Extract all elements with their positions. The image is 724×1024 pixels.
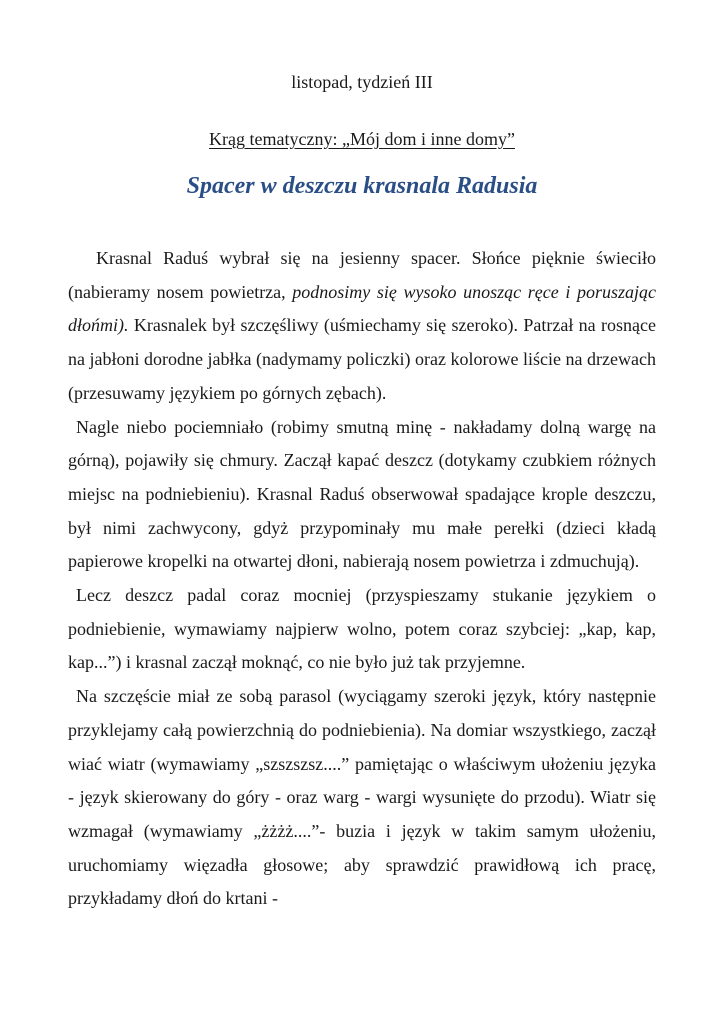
paragraph-1-part-c: Krasnalek był szczęśliwy (uśmiechamy się szeroko). Patrzał na rosnące na jabłoni dorodne jabłka (nadymamy policzki) oraz kolorowe liście na drzewach (przesuwamy językiem po górnych zębach). <box>68 315 656 403</box>
paragraph-1-italic: podnosimy się wysoko unosząc ręce i poruszając dłońmi). <box>68 281 656 336</box>
paragraph-1-part-a: Krasnal Raduś wybrał się na jesienny spacer. Słońce pięknie świeciło (nabieramy nosem powietrza, <box>68 248 656 302</box>
paragraph-1 <box>68 242 656 411</box>
story-body <box>68 242 656 916</box>
story-title: Spacer w deszczu krasnala Radusia <box>186 173 538 199</box>
paragraph-2: Nagle niebo pociemniało (robimy smutną minę - nakładamy dolną wargę na górną), pojawiły się chmury. Zaczął kapać deszcz (dotykamy czubkiem różnych miejsc na podniebieniu). Krasnal Raduś obserwował spadające krople deszczu, był nimi zachwycony, gdyż przypominały mu małe perełki (dzieci kładą papierowe kropelki na otwartej dłoni, nabierają nosem powietrza i zdmuchują). <box>68 416 656 572</box>
paragraph-3: Lecz deszcz padal coraz mocniej (przyspieszamy stukanie językiem o podniebienie, wymawiamy najpierw wolno, potem coraz szybciej: „kap, kap, kap...”) i krasnal zaczął moknąć, co nie było już tak przyjemne. <box>68 585 656 673</box>
theme-heading <box>0 127 724 151</box>
paragraph-4: Na szczęście miał ze sobą parasol (wyciągamy szeroki język, który następnie przyklejamy całą powierzchnią do podniebienia). Na domiar wszystkiego, zaczął wiać wiatr (wymawiamy „szszszsz....” pamiętając o właściwym ułożeniu języka - język skierowany do góry - oraz warg - wargi wysunięte do przodu). Wiatr się wzmagał (wymawiamy „żżżż....”- buzia i język w takim samym ułożeniu, uruchomiamy więzadła głosowe; aby sprawdzić prawidłową ich pracę, przykładamy dłoń do krtani - <box>68 686 656 909</box>
theme-heading-text: Krąg tematyczny: „Mój dom i inne domy” <box>209 129 515 149</box>
date-line: listopad, tydzień III <box>291 72 433 92</box>
